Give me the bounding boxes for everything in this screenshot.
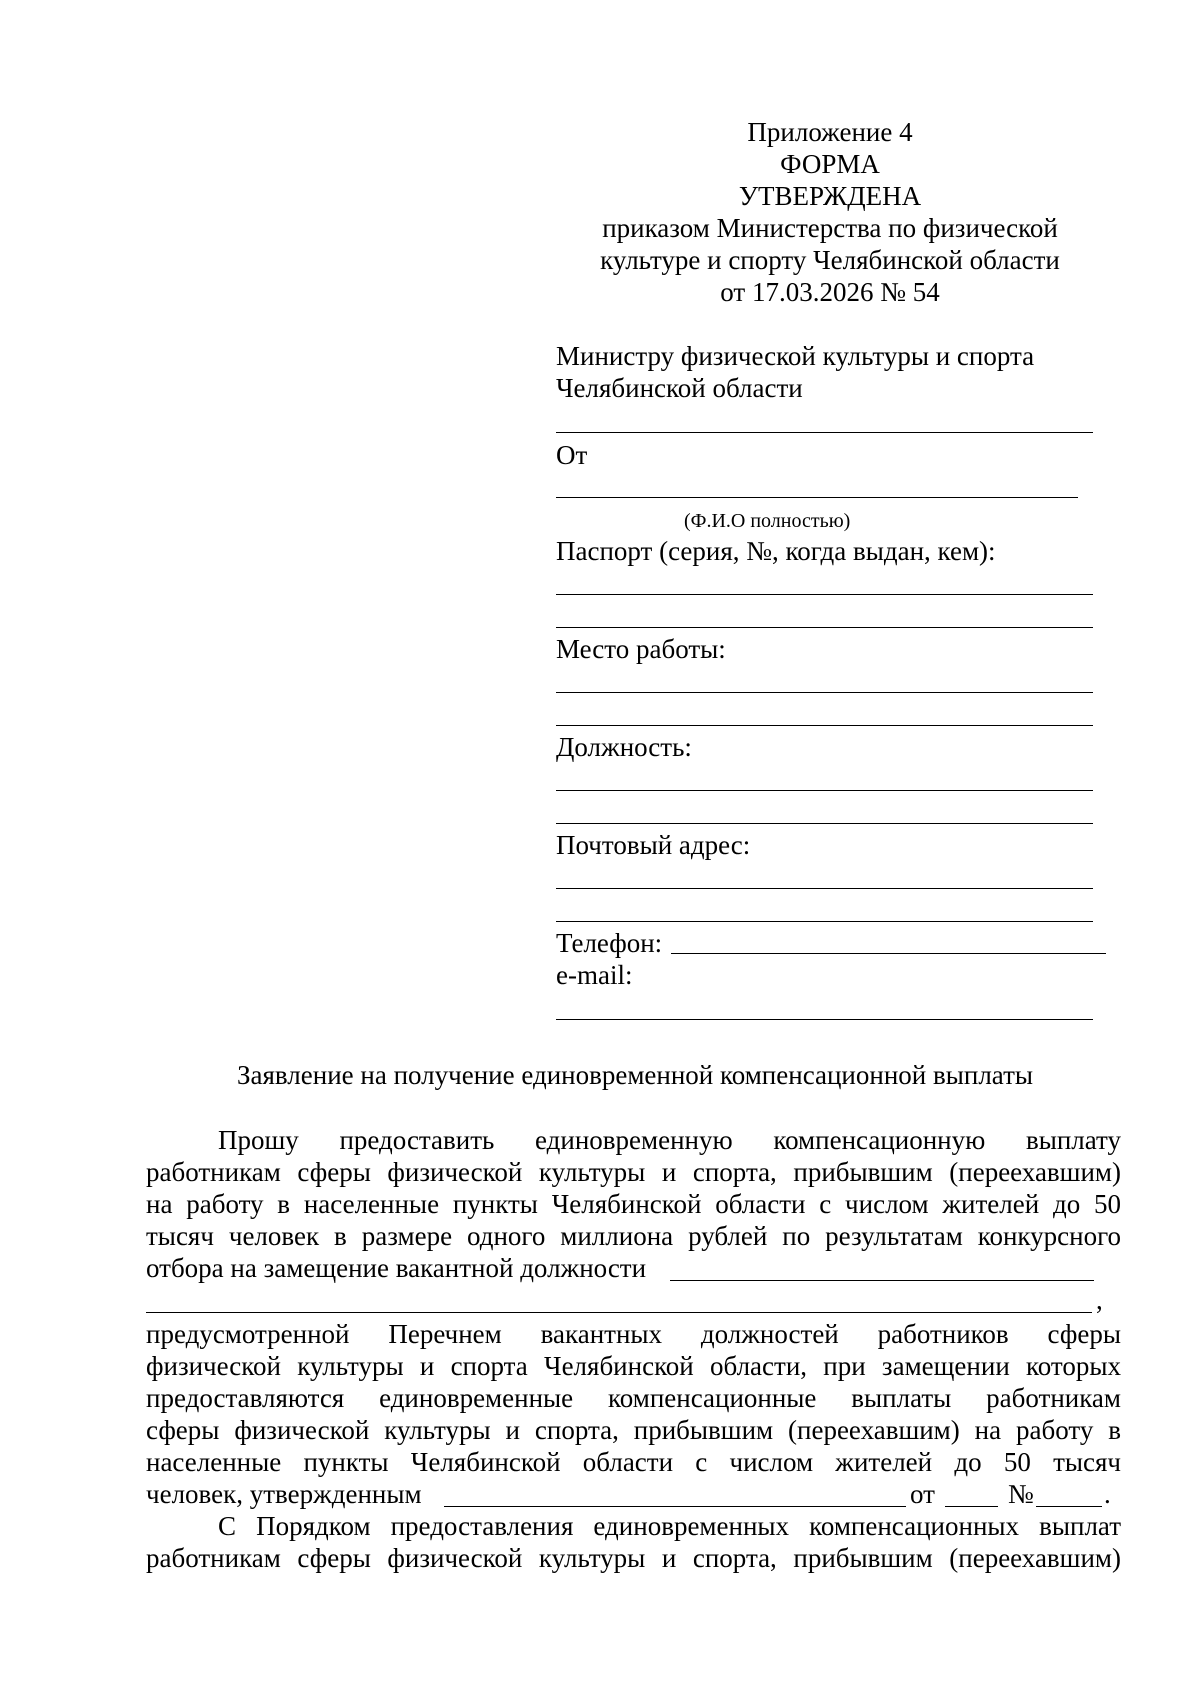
line-end-period: .: [1104, 1479, 1111, 1509]
body-line-10: сферы физической культуры и спорта, прибывшим (переехавшим) на работу в: [146, 1415, 1121, 1445]
approval-order-date: от 17.03.2026 № 54: [720, 277, 940, 307]
vacant-position-field-2[interactable]: [146, 1312, 1092, 1313]
position-field-1[interactable]: [556, 790, 1093, 791]
postal-address-label: Почтовый адрес:: [556, 830, 751, 860]
postal-address-field-2[interactable]: [556, 921, 1093, 922]
from-label: От: [556, 440, 588, 470]
number-sign: №: [1008, 1479, 1034, 1509]
body-line-3: на работу в населенные пункты Челябинской области с числом жителей до 50: [146, 1189, 1121, 1219]
from-date-label: от: [910, 1479, 935, 1509]
applicant-fio-field[interactable]: [556, 497, 1078, 498]
passport-label: Паспорт (серия, №, когда выдан, кем):: [556, 536, 996, 566]
email-field[interactable]: [556, 1019, 1093, 1020]
statement-title: Заявление на получение единовременной компенсационной выплаты: [236, 1060, 1034, 1090]
passport-field-1[interactable]: [556, 594, 1093, 595]
addressee-line2: Челябинской области: [556, 373, 803, 403]
body-line-9: предоставляются единовременные компенсационные выплаты работникам: [146, 1383, 1121, 1413]
body-line-14: работникам сферы физической культуры и спорта, прибывшим (переехавшим): [146, 1543, 1121, 1573]
fio-hint: (Ф.И.О полностью): [684, 510, 851, 532]
workplace-field-2[interactable]: [556, 725, 1093, 726]
workplace-label: Место работы:: [556, 634, 726, 664]
body-line-13: С Порядком предоставления единовременных компенсационных выплат: [218, 1511, 1121, 1541]
postal-address-field-1[interactable]: [556, 888, 1093, 889]
act-date-field[interactable]: [945, 1506, 998, 1507]
phone-field[interactable]: [671, 953, 1106, 954]
position-label: Должность:: [556, 732, 692, 762]
act-number-field[interactable]: [1036, 1506, 1102, 1507]
body-line-12: человек, утвержденным: [146, 1479, 422, 1509]
vacant-position-field-1[interactable]: [670, 1280, 1094, 1281]
body-line-2: работникам сферы физической культуры и спорта, прибывшим (переехавшим): [146, 1157, 1121, 1187]
body-line-4: тысяч человек в размере одного миллиона рублей по результатам конкурсного: [146, 1221, 1121, 1251]
body-line-1: Прошу предоставить единовременную компенсационную выплату: [218, 1125, 1121, 1155]
addressee-name-field[interactable]: [556, 432, 1093, 433]
body-line-8: физической культуры и спорта Челябинской области, при замещении которых: [146, 1351, 1121, 1381]
body-line-11: населенные пункты Челябинской области с числом жителей до 50 тысяч: [146, 1447, 1121, 1477]
phone-label: Телефон:: [556, 928, 663, 958]
form-label: ФОРМА: [780, 149, 880, 179]
approving-act-field[interactable]: [444, 1506, 906, 1507]
comma: ,: [1096, 1285, 1103, 1315]
approval-order-line2: культуре и спорту Челябинской области: [600, 245, 1060, 275]
position-field-2[interactable]: [556, 823, 1093, 824]
body-line-5: отбора на замещение вакантной должности: [146, 1253, 647, 1283]
workplace-field-1[interactable]: [556, 692, 1093, 693]
appendix-number: Приложение 4: [747, 117, 913, 147]
passport-field-2[interactable]: [556, 627, 1093, 628]
addressee-line1: Министру физической культуры и спорта: [556, 341, 1035, 371]
approval-order-line1: приказом Министерства по физической: [602, 213, 1058, 243]
body-line-7: предусмотренной Перечнем вакантных должностей работников сферы: [146, 1319, 1121, 1349]
approved-label: УТВЕРЖДЕНА: [738, 181, 922, 211]
email-label: e-mail:: [556, 960, 633, 990]
